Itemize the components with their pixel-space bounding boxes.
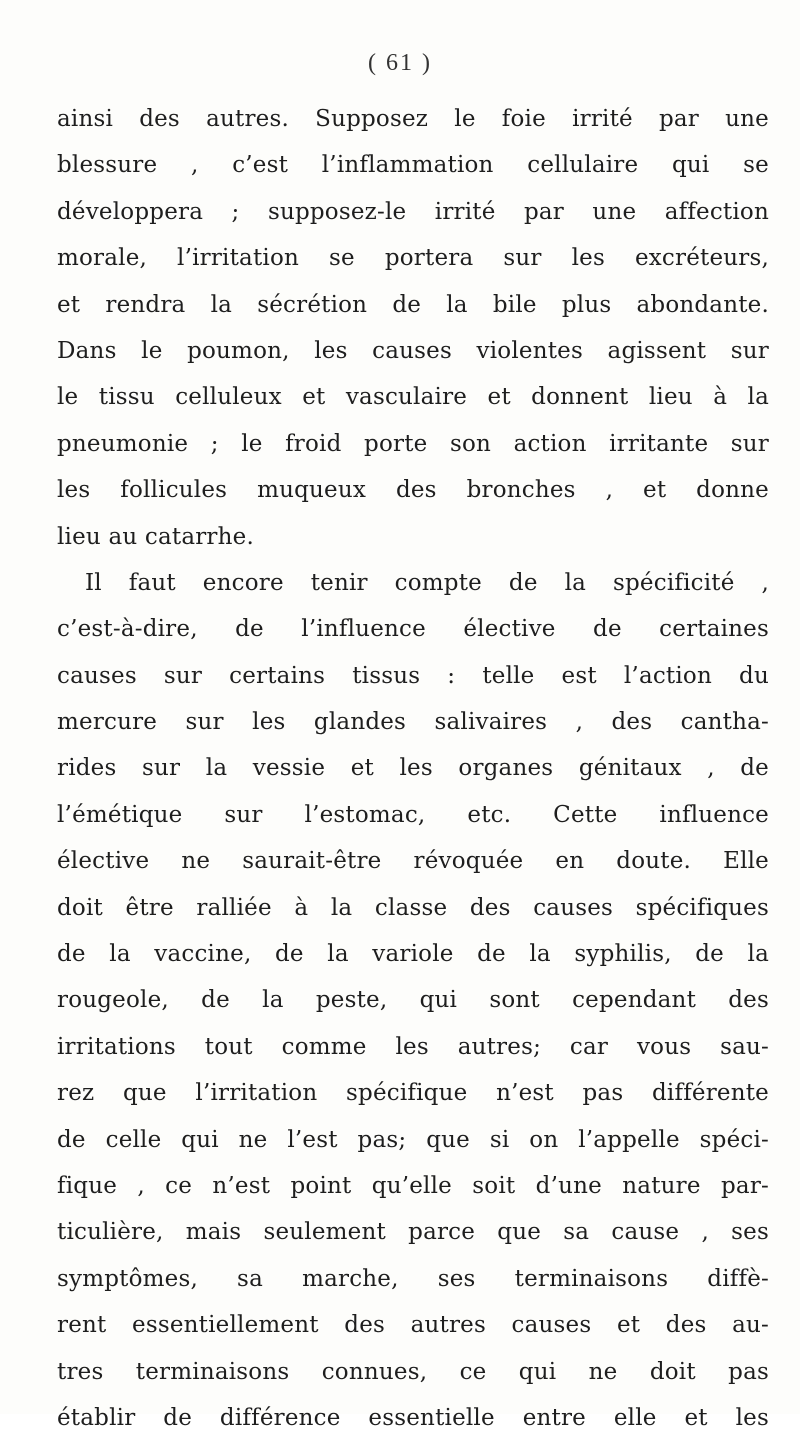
text-line: Dans le poumon, les causes violentes agissent sur [57, 337, 769, 364]
text-line: mercure sur les glandes salivaires , des cantha- [57, 709, 769, 736]
text-line: blessure , c’est l’inflammation cellulaire qui se [57, 152, 769, 179]
text-line: morale, l’irritation se portera sur les excréteurs, [57, 245, 769, 272]
text-line: de la vaccine, de la variole de la syphilis, de la [57, 941, 769, 968]
text-line: rougeole, de la peste, qui sont cependant des [57, 987, 769, 1014]
text-line: ticulière, mais seulement parce que sa cause , ses [57, 1219, 769, 1246]
text-line: doit être ralliée à la classe des causes spécifiques [57, 894, 769, 921]
text-line: fique , ce n’est point qu’elle soit d’une nature par- [57, 1172, 769, 1199]
text-line: établir de différence essentielle entre elle et les [57, 1404, 769, 1431]
text-line: c’est-à-dire, de l’influence élective de certaines [57, 616, 769, 643]
text-line: pneumonie ; le froid porte son action irritante sur [57, 430, 769, 457]
text-line: causes sur certains tissus : telle est l’action du [57, 662, 769, 689]
text-line: ainsi des autres. Supposez le foie irrité par une [57, 106, 769, 132]
text-line: tres terminaisons connues, ce qui ne doit pas [57, 1358, 769, 1385]
text-line: irritations tout comme les autres; car vous sau- [57, 1033, 769, 1060]
body-text [57, 96, 769, 1441]
text-line: l’émétique sur l’estomac, etc. Cette influence [57, 801, 769, 828]
text-line: et rendra la sécrétion de la bile plus abondante. [57, 291, 769, 318]
text-line: élective ne saurait-être révoquée en doute. Elle [57, 848, 769, 875]
text-line: rez que l’irritation spécifique n’est pas différente [57, 1080, 769, 1107]
text-line: lieu au catarrhe. [57, 523, 254, 550]
text-line: rent essentiellement des autres causes et des au- [57, 1312, 769, 1339]
text-line: rides sur la vessie et les organes génitaux , de [57, 755, 769, 782]
text-line: symptômes, sa marche, ses terminaisons diffè- [57, 1265, 769, 1292]
text-line: le tissu celluleux et vasculaire et donnent lieu à la [57, 384, 769, 411]
page-number: ( 61 ) [368, 50, 432, 76]
text-line: les follicules muqueux des bronches , et donne [57, 477, 769, 504]
text-line: développera ; supposez-le irrité par une affection [57, 198, 769, 225]
text-line: de celle qui ne l’est pas; que si on l’appelle spéci- [57, 1126, 769, 1153]
text-line: Il faut encore tenir compte de la spécificité , [85, 569, 769, 596]
